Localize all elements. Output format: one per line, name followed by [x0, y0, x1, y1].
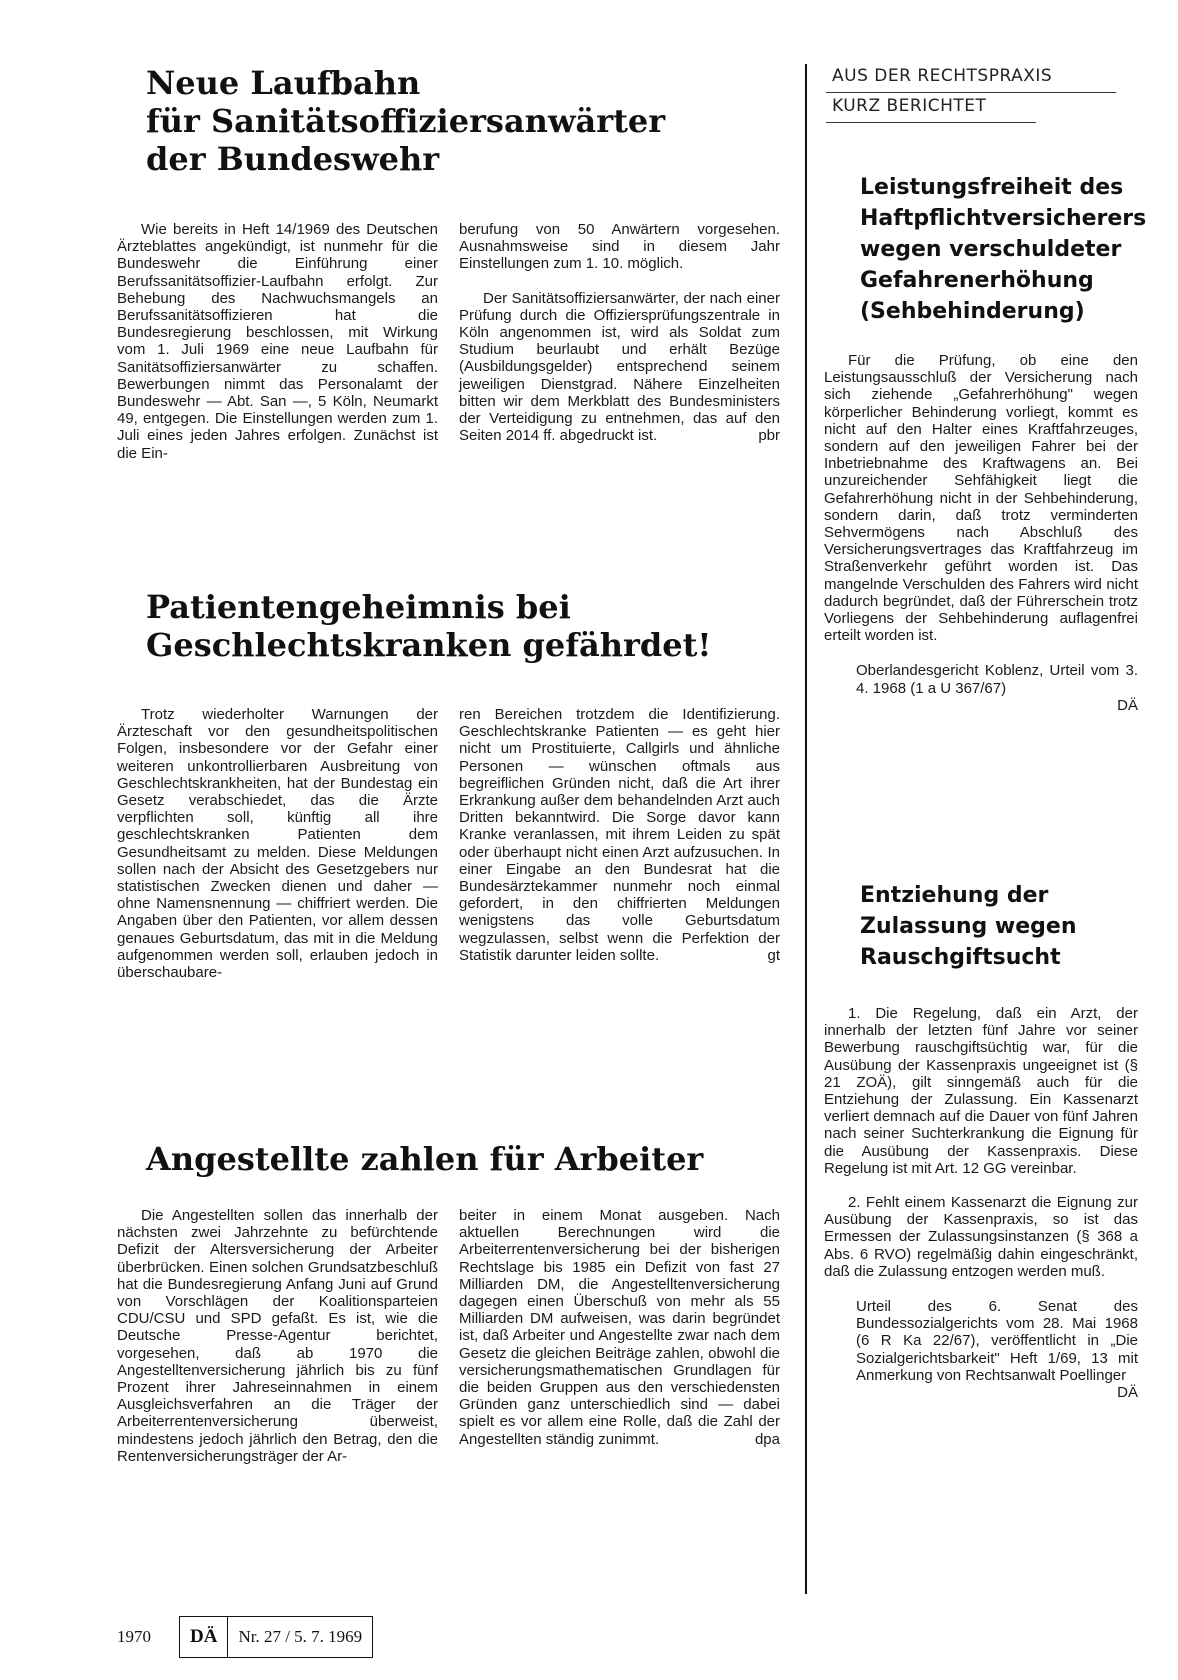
headline-line: wegen verschuldeter — [860, 237, 1122, 262]
court-citation — [824, 1298, 1138, 1402]
patienten-column-2 — [459, 706, 780, 964]
journal-logo: DÄ — [180, 1617, 228, 1657]
section-rule — [826, 92, 1116, 93]
leistungsfreiheit-body — [824, 352, 1138, 714]
paragraph: Die Angestellten sollen das innerhalb der nächsten zwei Jahrzehnte zu befürchtende Defizit der Altersversicherung der Arbeiter überbrücken. Einen solchen Grundsatzbeschluß hat die Bundesregierung Anfang Juni auf Grund von Vorschlägen der Koalitionsparteien CDU/CSU und SPD gefaßt. Es ist, wie die Deutsche Presse-Agentur berichtet, vorgesehen, daß ab 1970 die Angestelltenversicherung jährlich bis zu fünf Prozent ihrer Jahreseinnahmen in einem Ausgleichsverfahren an die Träger der Arbeiterrentenversicherung überweist, mindestens jedoch jährlich den Betrag, den die Rentenversicherungsträger der Ar- — [117, 1207, 438, 1465]
patienten-column-1 — [117, 706, 438, 981]
paragraph — [459, 290, 780, 445]
section-label-line-1: AUS DER RECHTSPRAXIS — [832, 66, 1053, 86]
page-footer — [117, 1616, 373, 1658]
laufbahn-column-2 — [459, 221, 780, 444]
author-signature: DÄ — [1117, 1384, 1138, 1402]
entziehung-body — [824, 1005, 1138, 1401]
headline-patienten — [146, 588, 766, 664]
issue-number: Nr. 27 / 5. 7. 1969 — [238, 1627, 363, 1646]
headline-line: (Sehbehinderung) — [860, 299, 1085, 324]
headline-line: Patientengeheimnis bei — [146, 588, 571, 626]
paragraph: berufung von 50 Anwärtern vorgesehen. Ausnahmsweise sind in diesem Jahr Einstellungen zum 1. 10. möglich. — [459, 221, 780, 273]
journal-box — [179, 1616, 373, 1658]
paragraph: Für die Prüfung, ob eine den Leistungsausschluß der Versicherung nach sich ziehende „Gefahrerhöhung" wegen körperlicher Behinderung vorliegt, kommt es nicht auf den Halter eines Kraftfahrzeuges, sondern auf den jeweiligen Fahrer bei der Inbetriebnahme des Kraftwagens an. Bei unzureichender Sehfähigkeit liegt die Gefahrerhöhung nicht in der Sehbehinderung, sondern darin, daß trotz verminderten Sehvermögens nach Abschluß des Versicherungsvertrages das Kraftfahrzeug im Straßenverkehr geführt worden ist. Das mangelnde Verschulden des Fahrers wird nicht dadurch begründet, daß der Führerschein trotz Vorliegens der Sehbehinderung auflagenfrei erteilt worden ist. — [824, 352, 1138, 645]
headline-leistungsfreiheit — [860, 172, 1150, 327]
headline-angestellte: Angestellte zahlen für Arbeiter — [146, 1140, 704, 1178]
angestellte-column-1 — [117, 1207, 438, 1465]
headline-laufbahn — [146, 64, 766, 178]
paragraph: 2. Fehlt einem Kassenarzt die Eignung zur Ausübung der Kassenpraxis, so ist das Ermessen der Zulassungsinstanzen (§ 368 a Abs. 6 RVO) regelmäßig dahin eingeschränkt, daß die Zulassung entzogen werden muß. — [824, 1194, 1138, 1280]
angestellte-column-2 — [459, 1207, 780, 1448]
section-label-line-2: KURZ BERICHTET — [832, 96, 987, 116]
section-rule — [826, 122, 1036, 123]
headline-line: Leistungsfreiheit des — [860, 175, 1124, 200]
paragraph — [459, 706, 780, 964]
author-signature: gt — [767, 946, 780, 964]
headline-line: Neue Laufbahn — [146, 64, 421, 102]
headline-line: Entziehung der — [860, 883, 1049, 908]
headline-line: Rauschgiftsucht — [860, 945, 1061, 970]
headline-line: Geschlechtskranken gefährdet! — [146, 626, 712, 664]
citation-text: Oberlandesgericht Koblenz, Urteil vom 3. 4. 1968 (1 a U 367/67) — [856, 662, 1138, 697]
paragraph-text: ren Bereichen trotzdem die Identifizierung. Geschlechtskranke Patienten — es geht hier nicht um Prostituierte, Callgirls und ähnliche Personen — wünschen oftmals aus begreiflichen Gründen nicht, daß die Art ihrer Erkrankung außer dem behandelnden Arzt auch Dritten bekanntwird. Die Sorge davor kann Kranke veranlassen, mit ihrem Leiden zu spät oder überhaupt nicht einen Arzt aufzusuchen. In einer Eingabe an den Bundesrat hat die Bundesärztekammer nunmehr noch einmal gefordert, in den chiffrierten Meldungen wenigstens das volle Geburtsdatum wegzulassen, selbst wenn die Perfektion der Statistik darunter leiden sollte. — [459, 706, 780, 964]
headline-line: der Bundeswehr — [146, 140, 440, 178]
headline-entziehung — [860, 880, 1150, 973]
author-signature: pbr — [758, 427, 780, 445]
headline-line: Haftpflichtversicherers — [860, 206, 1147, 231]
headline-line: Gefahrenerhöhung — [860, 268, 1094, 293]
author-signature: dpa — [754, 1430, 780, 1448]
paragraph: Trotz wiederholter Warnungen der Ärzteschaft vor den gesundheitspolitischen Folgen, insbesondere vor der Gefahr einer weiteren unkontrollierbaren Ausbreitung von Geschlechtskrankheiten, hat der Bundestag ein Gesetz verabschiedet, das die Ärzte verpflichten soll, künftig all ihre geschlechtskranken Patienten dem Gesundheitsamt zu melden. Diese Meldungen sollen nach der Absicht des Gesetzgebers nur statistischen Zwecken dienen und daher — ohne Namensnennung — chiffriert werden. Die Angaben über den Patienten, vor allem dessen genaues Geburtsdatum, das mit in die Meldung aufgenommen werden soll, erlauben jedoch in überschaubare- — [117, 706, 438, 982]
headline-line: Zulassung wegen — [860, 914, 1077, 939]
page-number: 1970 — [117, 1627, 151, 1646]
paragraph-text: beiter in einem Monat ausgeben. Nach aktuellen Berechnungen wird die Arbeiterrentenversicherung bei der bisherigen Rechtslage bis 1985 ein Defizit von fast 27 Milliarden DM, die Angestelltenversicherung dagegen einen Überschuß von mehr als 55 Milliarden DM aufweisen, was darin begründet ist, daß Arbeiter und Angestellte zwar nach dem Gesetz die gleichen Beiträge zahlen, obwohl die versicherungsmathematischen Grundlagen für die beiden Gruppen aus den verschiedensten Gründen ganz unterschiedlich sind — dabei spielt es vor allem eine Rolle, daß die Zahl der Angestellten ständig zunimmt. — [459, 1207, 780, 1448]
headline-line: für Sanitätsoffiziersanwärter — [146, 102, 666, 140]
paragraph-text: Der Sanitätsoffiziersanwärter, der nach einer Prüfung durch die Offiziersprüfungszentrale in Köln angenommen ist, wird als Soldat zum Studium beurlaubt und erhält Bezüge (Ausbildungsgelder) entsprechend seinem jeweiligen Dienstgrad. Nähere Einzelheiten bitten wir dem Merkblatt des Bundesministers der Verteidigung zu entnehmen, das auf den Seiten 2014 ff. abgedruckt ist. — [459, 289, 780, 445]
paragraph: Wie bereits in Heft 14/1969 des Deutschen Ärzteblattes angekündigt, ist nunmehr für die Bundeswehr die Einführung einer Berufssanitätsoffizier-Laufbahn erfolgt. Zur Behebung des Nachwuchsmangels an Berufssanitätsoffizieren hat die Bundesregierung beschlossen, mit Wirkung vom 1. Juli 1969 eine neue Laufbahn für Sanitätsoffiziersanwärter zu schaffen. Bewerbungen nimmt das Personalamt der Bundeswehr — Abt. San —, 5 Köln, Neumarkt 49, entgegen. Die Einstellungen werden zum 1. Juli eines jeden Jahres erfolgen. Zunächst ist die Ein- — [117, 221, 438, 462]
column-divider — [805, 64, 807, 1594]
citation-text: Urteil des 6. Senat des Bundessozialgerichts vom 28. Mai 1968 (6 R Ka 22/67), veröffentlicht in „Die Sozialgerichtsbarkeit" Heft 1/69, 13 mit Anmerkung von Rechtsanwalt Poellinger — [856, 1298, 1138, 1384]
paragraph: 1. Die Regelung, daß ein Arzt, der innerhalb der letzten fünf Jahre vor seiner Bewerbung rauschgiftsüchtig war, für die Ausübung der Kassenpraxis ungeeignet ist (§ 21 ZOÄ), gilt sinngemäß auch für die Entziehung der Zulassung. Ein Kassenarzt verliert demnach auf die Dauer von fünf Jahren nach seiner Suchterkrankung die Eignung für die Ausübung der Kassenpraxis. Diese Regelung ist mit Art. 12 GG vereinbar. — [824, 1005, 1138, 1177]
court-citation — [824, 662, 1138, 714]
laufbahn-column-1 — [117, 221, 438, 462]
paragraph — [459, 1207, 780, 1448]
author-signature: DÄ — [1117, 696, 1138, 714]
